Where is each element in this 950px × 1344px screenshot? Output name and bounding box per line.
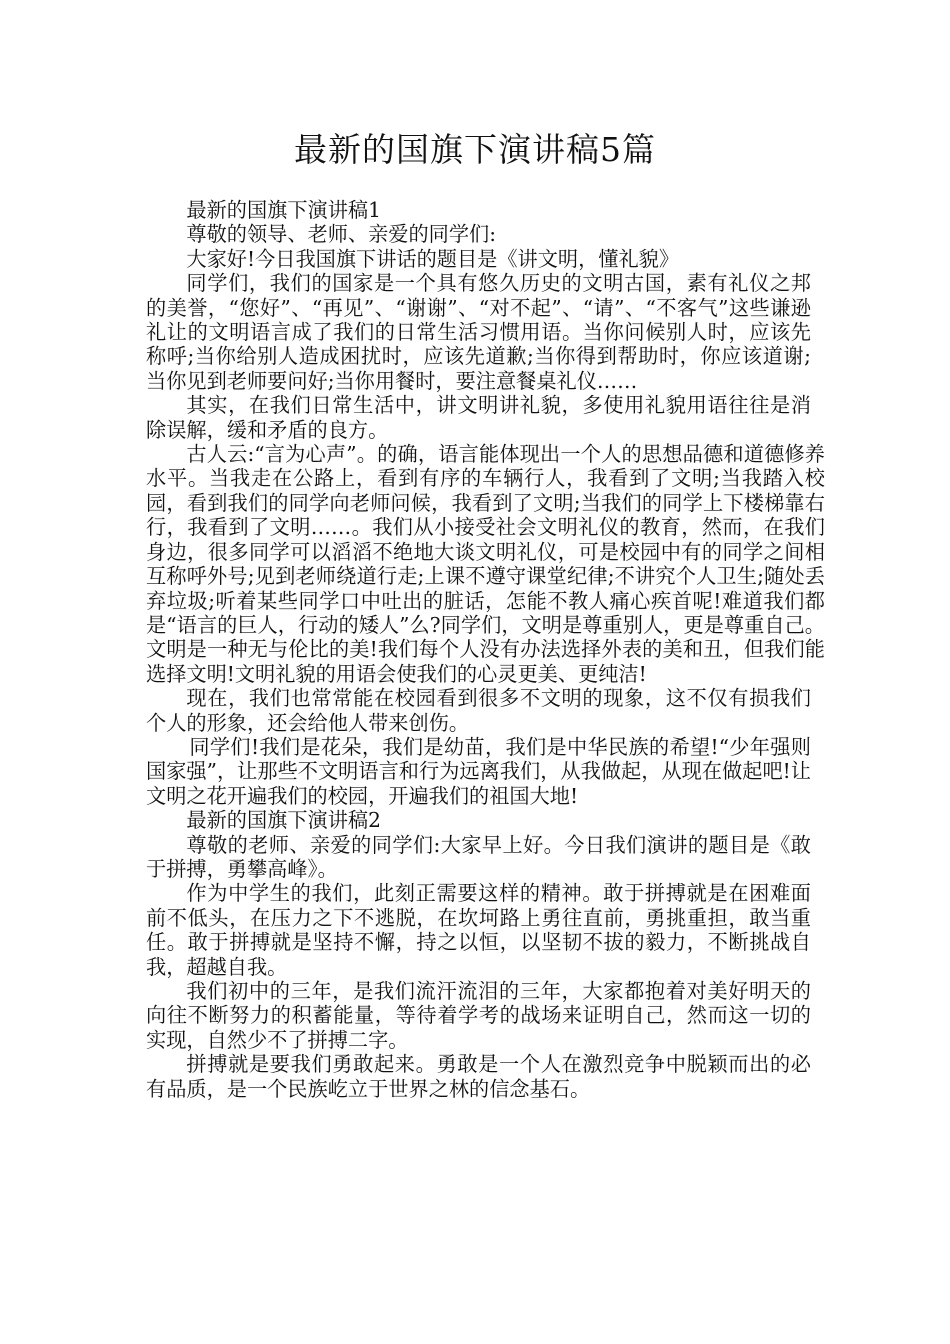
body-paragraph: 其实，在我们日常生活中，讲文明讲礼貌，多使用礼貌用语往往是消除误解，缓和矛盾的良方。 — [146, 393, 811, 442]
body-paragraph: 同学们!我们是花朵，我们是幼苗，我们是中华民族的希望!“少年强则国家强”，让那些不文明语言和行为远离我们，从我做起，从现在做起吧!让文明之花开遍我们的校园，开遍我们的祖国大地! — [146, 734, 811, 808]
salutation: 尊敬的领导、老师、亲爱的同学们: — [186, 222, 497, 247]
document-body — [146, 198, 825, 1101]
salutation: 尊敬的老师、亲爱的同学们:大家早上好。今日我们演讲的题目是《敢于拼搏，勇攀高峰》。 — [146, 832, 811, 881]
section-heading: 最新的国旗下演讲稿1 — [186, 198, 381, 222]
section-heading: 最新的国旗下演讲稿2 — [186, 808, 381, 833]
document-title: 最新的国旗下演讲稿5篇 — [294, 130, 656, 169]
body-paragraph: 大家好!今日我国旗下讲话的题目是《讲文明，懂礼貌》 — [186, 246, 680, 271]
body-paragraph: 同学们，我们的国家是一个具有悠久历史的文明古国，素有礼仪之邦的美誉，“您好”、“再见”、“谢谢”、“对不起”、“请”、“不客气”这些谦逊礼让的文明语言成了我们的日常生活习惯用语。当你问候别人时，应该先称呼;当你给别人造成困扰时，应该先道歉;当你得到帮助时，你应该道谢;当你见到老师要问好;当你用餐时，要注意餐桌礼仪…… — [146, 271, 811, 393]
body-paragraph: 作为中学生的我们，此刻正需要这样的精神。敢于拼搏就是在困难面前不低头，在压力之下不逃脱，在坎坷路上勇往直前，勇挑重担，敢当重任。敢于拼搏就是坚持不懈，持之以恒，以坚韧不拔的毅力，不断挑战自我，超越自我。 — [146, 881, 811, 979]
body-paragraph: 古人云:“言为心声”。的确，语言能体现出一个人的思想品德和道德修养水平。当我走在公路上，看到有序的车辆行人，我看到了文明;当我踏入校园，看到我们的同学向老师问候，我看到了文明;当我们的同学上下楼梯靠右行，我看到了文明……。我们从小接受社会文明礼仪的教育，然而，在我们身边，很多同学可以滔滔不绝地大谈文明礼仪，可是校园中有的同学之间相互称呼外号;见到老师绕道行走;上课不遵守课堂纪律;不讲究个人卫生;随处丢弃垃圾;听着某些同学口中吐出的脏话，怎能不教人痛心疾首呢!难道我们都是“语言的巨人，行动的矮人”么?同学们，文明是尊重别人，更是尊重自己。文明是一种无与伦比的美!我们每个人没有办法选择外表的美和丑，但我们能选择文明!文明礼貌的用语会使我们的心灵更美、更纯洁! — [146, 442, 825, 686]
body-paragraph: 现在，我们也常常能在校园看到很多不文明的现象，这不仅有损我们个人的形象，还会给他人带来创伤。 — [146, 686, 811, 735]
body-paragraph: 拼搏就是要我们勇敢起来。勇敢是一个人在激烈竞争中脱颖而出的必有品质，是一个民族屹立于世界之林的信念基石。 — [146, 1052, 811, 1101]
body-paragraph: 我们初中的三年，是我们流汗流泪的三年，大家都抱着对美好明天的向往不断努力的积蓄能量，等待着学考的战场来证明自己，然而这一切的实现，自然少不了拼搏二字。 — [146, 979, 811, 1052]
